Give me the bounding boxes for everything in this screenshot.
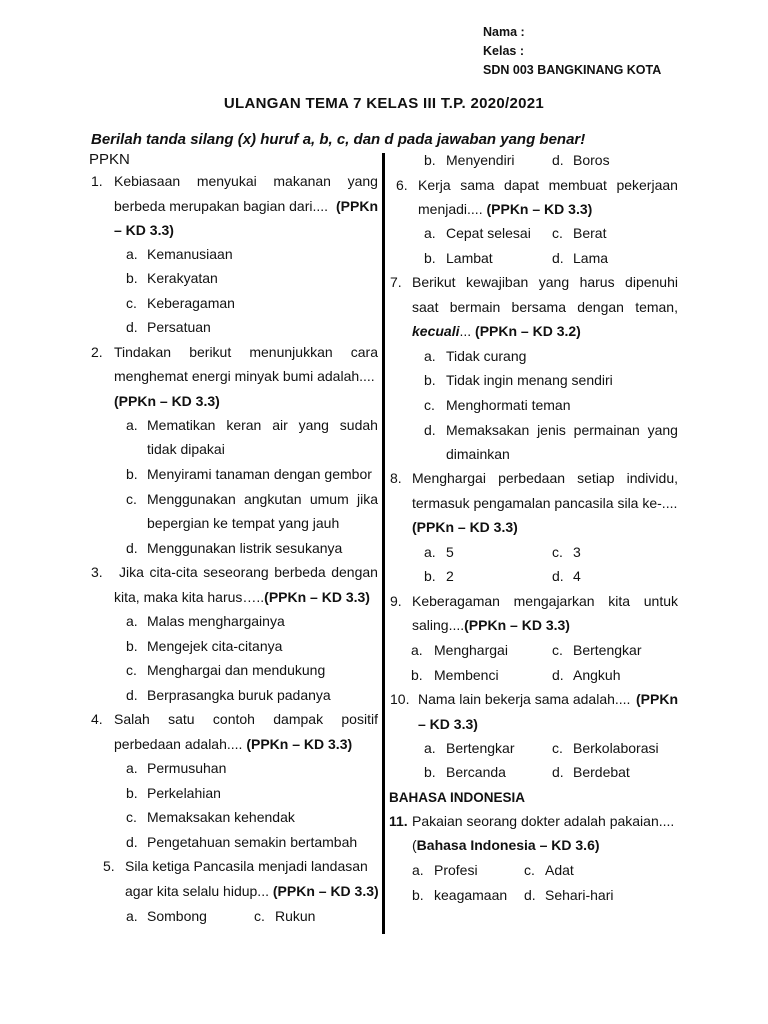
- q4-option-c[interactable]: Memaksakan kehendak: [147, 809, 295, 825]
- question-8-line-3: (PPKn – KD 3.3): [412, 519, 518, 535]
- option-label: a.: [126, 417, 138, 433]
- option-label: a.: [424, 544, 436, 560]
- q5-option-c[interactable]: Rukun: [275, 908, 316, 924]
- question-number: 6.: [396, 177, 408, 193]
- option-label: a.: [424, 348, 436, 364]
- question-11-line-1: Pakaian seorang dokter adalah pakaian....: [412, 813, 675, 829]
- q9-option-a[interactable]: Menghargai: [434, 642, 508, 658]
- question-1-line-1: Kebiasaan menyukai makanan yang: [114, 173, 378, 189]
- q6-option-d[interactable]: Lama: [573, 250, 609, 266]
- question-8-line-2: termasuk pengamalan pancasila sila ke-....: [412, 495, 678, 511]
- option-label: b.: [126, 638, 138, 654]
- q11-option-c[interactable]: Adat: [545, 862, 574, 878]
- q9-option-b[interactable]: Membenci: [434, 667, 499, 683]
- option-label: c.: [552, 544, 563, 560]
- q7-option-d[interactable]: Memaksakan jenis permainan yang: [446, 422, 678, 438]
- q6-option-c[interactable]: Berat: [573, 225, 607, 241]
- q2-option-c-cont: bepergian ke tempat yang jauh: [147, 515, 340, 531]
- question-8-line-1: Menghargai perbedaan setiap individu,: [412, 470, 678, 486]
- option-label: b.: [126, 785, 138, 801]
- q9-option-d[interactable]: Angkuh: [573, 667, 621, 683]
- option-label: d.: [552, 568, 564, 584]
- option-label: c.: [126, 491, 137, 507]
- q11-option-d[interactable]: Sehari-hari: [545, 887, 614, 903]
- option-label: d.: [524, 887, 536, 903]
- question-number: 4.: [91, 711, 103, 727]
- question-number: 10.: [390, 691, 410, 707]
- q10-option-c[interactable]: Berkolaborasi: [573, 740, 659, 756]
- q5-option-b[interactable]: Menyendiri: [446, 152, 515, 168]
- question-2-line-2: menghemat energi minyak bumi adalah....: [114, 368, 375, 384]
- question-5-line-2: agar kita selalu hidup... (PPKn – KD 3.3): [125, 883, 379, 899]
- q5-option-a[interactable]: Sombong: [147, 908, 207, 924]
- q7-option-c[interactable]: Menghormati teman: [446, 397, 571, 413]
- question-11-line-2: (Bahasa Indonesia – KD 3.6): [412, 837, 600, 853]
- question-number: 5.: [103, 858, 115, 874]
- option-label: a.: [126, 246, 138, 262]
- question-number: 3.: [91, 564, 103, 580]
- q8-option-d[interactable]: 4: [573, 568, 581, 584]
- q4-option-d[interactable]: Pengetahuan semakin bertambah: [147, 834, 358, 850]
- question-9-line-2: saling....(PPKn – KD 3.3): [412, 617, 570, 633]
- q2-option-a-cont: tidak dipakai: [147, 441, 225, 457]
- q6-option-a[interactable]: Cepat selesai: [446, 225, 531, 241]
- question-4-line-2: perbedaan adalah.... (PPKn – KD 3.3): [114, 736, 353, 752]
- option-label: d.: [552, 764, 564, 780]
- question-2-line-1: Tindakan berikut menunjukkan cara: [114, 344, 378, 360]
- q7-option-b[interactable]: Tidak ingin menang sendiri: [446, 372, 613, 388]
- option-label: d.: [126, 540, 138, 556]
- q8-option-b[interactable]: 2: [446, 568, 454, 584]
- option-label: c.: [552, 740, 563, 756]
- question-9-line-1: Keberagaman mengajarkan kita untuk: [412, 593, 678, 609]
- class-field-label: Kelas :: [483, 44, 524, 58]
- question-6-line-1: Kerja sama dapat membuat pekerjaan: [418, 177, 678, 193]
- question-number: 1.: [91, 173, 103, 189]
- q3-option-b[interactable]: Mengejek cita-citanya: [147, 638, 283, 654]
- option-label: a.: [424, 740, 436, 756]
- question-3-line-2: kita, maka kita harus…..(PPKn – KD 3.3): [114, 589, 370, 605]
- q7-option-d-cont: dimainkan: [446, 446, 510, 462]
- option-label: b.: [424, 152, 436, 168]
- option-label: d.: [126, 687, 138, 703]
- question-10-line-1: Nama lain bekerja sama adalah.... (PPKn: [418, 691, 678, 707]
- question-1-line-3: – KD 3.3): [114, 222, 174, 238]
- question-2-line-3: (PPKn – KD 3.3): [114, 393, 220, 409]
- option-label: c.: [552, 225, 563, 241]
- option-label: c.: [126, 809, 137, 825]
- name-field-label: Nama :: [483, 25, 525, 39]
- section-heading-bahasa: BAHASA INDONESIA: [389, 790, 526, 805]
- q8-option-a[interactable]: 5: [446, 544, 454, 560]
- q2-option-c[interactable]: Menggunakan angkutan umum jika: [147, 491, 378, 507]
- question-7-line-3: kecuali... (PPKn – KD 3.2): [412, 323, 581, 339]
- question-number: 9.: [390, 593, 402, 609]
- q3-option-c[interactable]: Menghargai dan mendukung: [147, 662, 326, 678]
- q9-option-c[interactable]: Bertengkar: [573, 642, 642, 658]
- option-label: c.: [126, 662, 137, 678]
- page-title: ULANGAN TEMA 7 KELAS III T.P. 2020/2021: [223, 95, 545, 112]
- section-heading-ppkn: PPKN: [89, 151, 130, 168]
- q4-option-a[interactable]: Permusuhan: [147, 760, 227, 776]
- option-label: c.: [254, 908, 265, 924]
- option-label: d.: [126, 834, 138, 850]
- q10-option-a[interactable]: Bertengkar: [446, 740, 515, 756]
- q1-option-d[interactable]: Persatuan: [147, 319, 211, 335]
- option-label: b.: [424, 568, 436, 584]
- option-label: d.: [126, 319, 138, 335]
- option-label: a.: [126, 760, 138, 776]
- question-7-line-1: Berikut kewajiban yang harus dipenuhi: [412, 274, 678, 290]
- q5-option-d[interactable]: Boros: [573, 152, 610, 168]
- option-label: a.: [126, 908, 138, 924]
- option-label: b.: [424, 764, 436, 780]
- school-name: SDN 003 BANGKINANG KOTA: [483, 63, 662, 77]
- option-label: a.: [412, 862, 424, 878]
- option-label: a.: [424, 225, 436, 241]
- option-label: a.: [126, 613, 138, 629]
- question-7-line-2: saat bermain bersama dengan teman,: [412, 299, 678, 315]
- question-1-line-2: berbeda merupakan bagian dari.... (PPKn: [114, 198, 378, 214]
- option-label: b.: [126, 466, 138, 482]
- option-label: b.: [126, 270, 138, 286]
- question-3-line-1: Jika cita-cita seseorang berbeda dengan: [119, 564, 378, 580]
- option-label: a.: [411, 642, 423, 658]
- column-divider: [382, 153, 385, 934]
- question-4-line-1: Salah satu contoh dampak positif: [114, 711, 378, 727]
- q11-option-a[interactable]: Profesi: [434, 862, 478, 878]
- option-label: d.: [424, 422, 436, 438]
- option-label: d.: [552, 250, 564, 266]
- q10-option-d[interactable]: Berdebat: [573, 764, 630, 780]
- q4-option-b[interactable]: Perkelahian: [147, 785, 221, 801]
- q1-option-a[interactable]: Kemanusiaan: [147, 246, 233, 262]
- option-label: c.: [126, 295, 137, 311]
- question-number: 8.: [390, 470, 402, 486]
- question-5-line-1: Sila ketiga Pancasila menjadi landasan: [125, 858, 368, 874]
- option-label: c.: [424, 397, 435, 413]
- instruction: Berilah tanda silang (x) huruf a, b, c, dan d pada jawaban yang benar!: [91, 131, 586, 148]
- q8-option-c[interactable]: 3: [573, 544, 581, 560]
- option-label: c.: [552, 642, 563, 658]
- q6-option-b[interactable]: Lambat: [446, 250, 493, 266]
- q2-option-b[interactable]: Menyirami tanaman dengan gembor: [147, 466, 372, 482]
- question-6-line-2: menjadi.... (PPKn – KD 3.3): [418, 201, 593, 217]
- question-10-line-2: – KD 3.3): [418, 716, 478, 732]
- option-label: b.: [412, 887, 424, 903]
- q2-option-a[interactable]: Mematikan keran air yang sudah: [147, 417, 378, 433]
- question-number: 11.: [389, 813, 408, 829]
- question-number: 7.: [390, 274, 402, 290]
- option-label: b.: [411, 667, 423, 683]
- option-label: b.: [424, 372, 436, 388]
- question-number: 2.: [91, 344, 103, 360]
- q1-option-c[interactable]: Keberagaman: [147, 295, 235, 311]
- q3-option-a[interactable]: Malas menghargainya: [147, 613, 285, 629]
- option-label: d.: [552, 667, 564, 683]
- q11-option-b[interactable]: keagamaan: [434, 887, 508, 903]
- q1-option-b[interactable]: Kerakyatan: [147, 270, 218, 286]
- option-label: c.: [524, 862, 535, 878]
- option-label: d.: [552, 152, 564, 168]
- q10-option-b[interactable]: Bercanda: [446, 764, 506, 780]
- q2-option-d[interactable]: Menggunakan listrik sesukanya: [147, 540, 343, 556]
- q3-option-d[interactable]: Berprasangka buruk padanya: [147, 687, 331, 703]
- q7-option-a[interactable]: Tidak curang: [446, 348, 527, 364]
- option-label: b.: [424, 250, 436, 266]
